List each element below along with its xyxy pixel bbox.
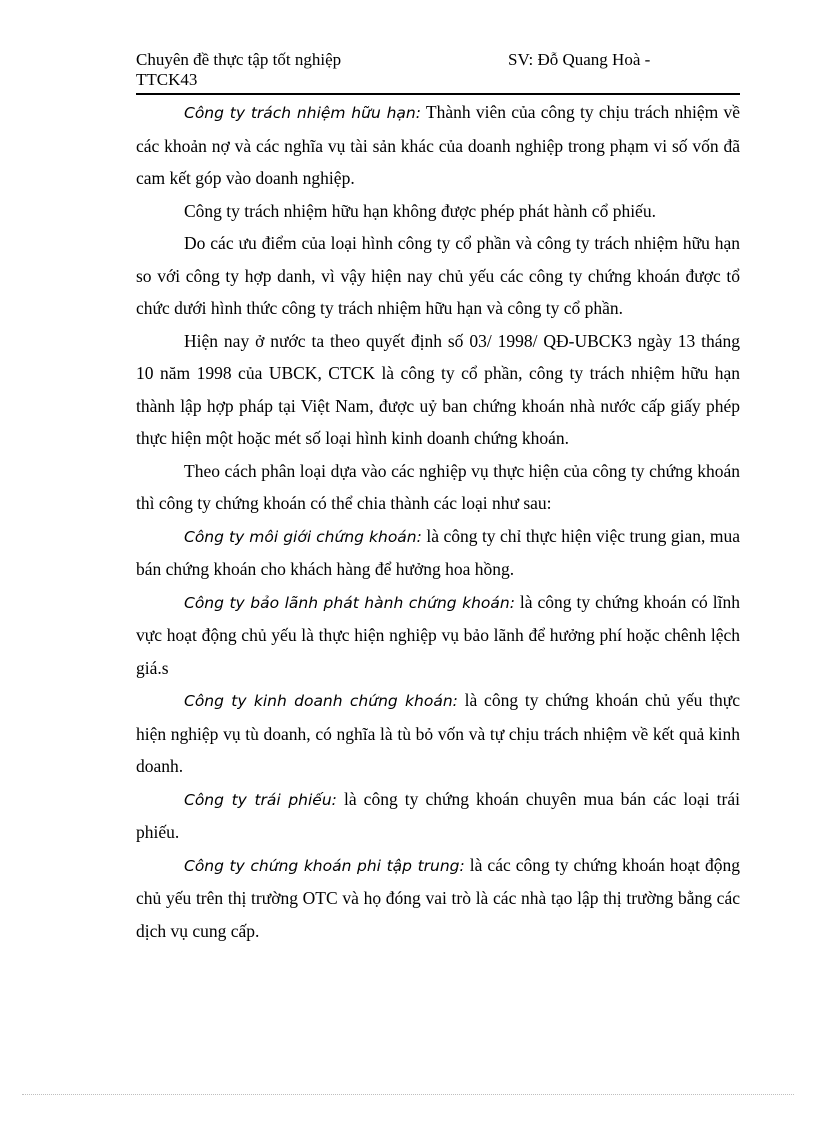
header-student-name: SV: Đỗ Quang Hoà - xyxy=(508,50,651,69)
paragraph-classification xyxy=(136,455,740,520)
paragraph-dealing xyxy=(136,684,740,783)
paragraph-regulation xyxy=(136,325,740,455)
paragraph-bond-company xyxy=(136,783,740,849)
paragraph-text: Thành viên của công ty chịu trách nhiệm về các khoản nợ và các nghĩa vụ tài sản khác của doanh nghiệp trong phạm vi số vốn đã cam kết góp vào doanh nghiệp. xyxy=(136,102,740,188)
document-body xyxy=(136,96,740,947)
page-header xyxy=(136,50,740,94)
paragraph-term: Công ty bảo lãnh phát hành chứng khoán: xyxy=(184,593,515,612)
paragraph-text: là công ty chỉ thực hiện việc trung gian, mua bán chứng khoán cho khách hàng để hưởng hoa hồng. xyxy=(136,525,740,579)
paragraph-text: Do các ưu điểm của loại hình công ty cổ phần và công ty trách nhiệm hữu hạn so với công ty hợp danh, vì vậy hiện nay chủ yếu các công ty chứng khoán được tổ chức dưới hình thức công ty trách nhiệm hữu hạn và công ty cổ phần. xyxy=(136,233,740,318)
paragraph-text: Theo cách phân loại dựa vào các nghiệp vụ thực hiện của công ty chứng khoán thì công ty chứng khoán có thể chia thành các loại như sau: xyxy=(136,460,740,513)
paragraph-otc-company xyxy=(136,849,740,948)
paragraph-text: là công ty chứng khoán có lĩnh vực hoạt động chủ yếu là thực hiện nghiệp vụ bảo lãnh để hưởng phí hoặc chênh lệch giá.s xyxy=(136,591,740,678)
paragraph-text: Hiện nay ở nước ta theo quyết định số 03/ 1998/ QĐ-UBCK3 ngày 13 tháng 10 năm 1998 của UBCK, CTCK là công ty cổ phần, công ty trách nhiệm hữu hạn thành lập hợp pháp tại Việt Nam, được uỷ ban chứng khoán nhà nước cấp giấy phép thực hiện một hoặc mét số loại hình kinh doanh chứng khoán. xyxy=(136,330,740,448)
paragraph-term: Công ty trách nhiệm hữu hạn: xyxy=(184,104,421,122)
paragraph-term: Công ty chứng khoán phi tập trung: xyxy=(184,856,465,875)
paragraph-text: là công ty chứng khoán chuyên mua bán các loại trái phiếu. xyxy=(136,788,741,842)
paragraph-term: Công ty trái phiếu: xyxy=(184,790,337,809)
header-document-title: Chuyên đề thực tập tốt nghiệp TTCK43 xyxy=(136,50,342,89)
paragraph-text: là công ty chứng khoán chủ yếu thực hiện nghiệp vụ tù doanh, có nghĩa là tù bỏ vốn và tự chịu trách nhiệm về kết quả kinh doanh. xyxy=(136,690,740,776)
page-bottom-border xyxy=(22,1094,794,1095)
paragraph-term: Công ty môi giới chứng khoán: xyxy=(184,527,422,546)
paragraph-underwriting xyxy=(136,586,740,685)
header-divider xyxy=(136,93,740,95)
paragraph-brokerage xyxy=(136,520,740,586)
paragraph-llc-no-shares xyxy=(136,195,740,228)
paragraph-text: là các công ty chứng khoán hoạt động chủ yếu trên thị trường OTC và họ đóng vai trò là các nhà tạo lập thị trường bằng các dịch vụ cung cấp. xyxy=(136,854,740,941)
paragraph-text: Công ty trách nhiệm hữu hạn không được phép phát hành cổ phiếu. xyxy=(184,200,656,221)
paragraph-llc-definition xyxy=(136,96,740,195)
paragraph-advantages xyxy=(136,227,740,325)
paragraph-term: Công ty kinh doanh chứng khoán: xyxy=(184,692,458,710)
